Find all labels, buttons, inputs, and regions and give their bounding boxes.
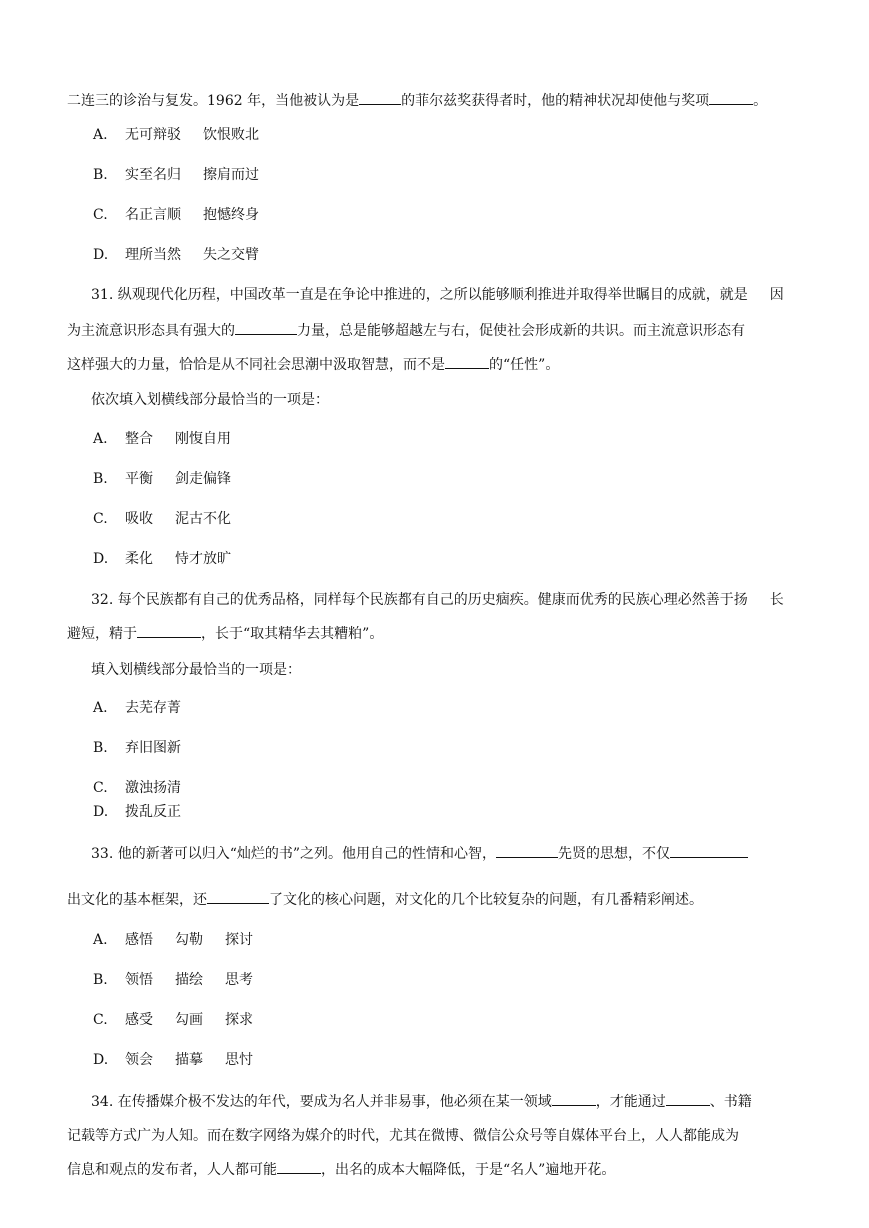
option-word: 无可辩驳 <box>125 127 181 143</box>
q31-option-c <box>93 509 253 529</box>
fill-blank <box>552 1091 596 1106</box>
fill-blank <box>709 90 753 105</box>
q34-stem-line-1 <box>91 1091 752 1112</box>
fill-blank <box>235 320 297 335</box>
option-word: 恃才放旷 <box>175 551 231 567</box>
q33-option-d <box>93 1050 275 1070</box>
option-word: 激浊扬清 <box>125 780 181 796</box>
text: 二连三的诊治与复发。1962 年，当他被认为是 <box>67 93 360 109</box>
option-word: 拨乱反正 <box>125 804 181 820</box>
text: 。 <box>753 93 768 109</box>
fill-blank <box>445 354 489 369</box>
q30-option-b <box>93 165 281 185</box>
option-word: 失之交臂 <box>203 247 259 263</box>
q31-option-a <box>93 429 253 449</box>
option-word: 饮恨败北 <box>203 127 259 143</box>
fill-blank <box>666 1091 710 1106</box>
text: 这样强大的力量，恰恰是从不同社会思潮中汲取智慧，而不是 <box>67 357 445 373</box>
fill-blank <box>496 843 558 858</box>
q31-stem-line-2 <box>67 320 745 341</box>
text: 34. 在传播媒介极不发达的年代，要成为名人并非易事，他必须在某一领域 <box>91 1094 552 1110</box>
option-word: 刚愎自用 <box>175 431 231 447</box>
q31-option-d <box>93 549 253 569</box>
fill-blank <box>670 843 748 858</box>
text: 的菲尔兹奖获得者时，他的精神状况却使他与奖项 <box>401 93 710 109</box>
option-word: 感受 <box>125 1012 153 1028</box>
text: ，出名的成本大幅降低，于是“名人”遍地开花。 <box>321 1162 616 1178</box>
option-letter: D. <box>93 1052 109 1068</box>
option-word: 感悟 <box>125 932 153 948</box>
q33-stem-line-1 <box>91 843 748 864</box>
option-word: 探讨 <box>225 932 253 948</box>
text: 的“任性”。 <box>489 357 560 373</box>
text: 为主流意识形态具有强大的 <box>67 323 235 339</box>
option-word: 吸收 <box>125 511 153 527</box>
fill-blank <box>359 90 401 105</box>
option-word: 平衡 <box>125 471 153 487</box>
option-word: 思考 <box>225 972 253 988</box>
text: 先贤的思想，不仅 <box>558 846 671 862</box>
option-letter: D. <box>93 247 109 263</box>
text: 信息和观点的发布者，人人都可能 <box>67 1162 277 1178</box>
option-letter: B. <box>93 740 108 756</box>
option-letter: B. <box>93 972 108 988</box>
q30-option-c <box>93 205 281 225</box>
option-letter: B. <box>93 471 108 487</box>
fill-blank <box>137 623 201 638</box>
option-word: 勾画 <box>175 1012 203 1028</box>
option-word: 整合 <box>125 431 153 447</box>
option-word: 描摹 <box>175 1052 203 1068</box>
q33-option-a <box>93 930 275 950</box>
option-word: 泥古不化 <box>175 511 231 527</box>
text: 、书籍 <box>709 1094 752 1110</box>
text: 33. 他的新著可以归入“灿烂的书”之列。他用自己的性情和心智， <box>91 846 497 862</box>
text: 因 <box>769 287 784 303</box>
option-letter: A. <box>93 700 108 716</box>
q30-option-a <box>93 125 281 145</box>
option-word: 思忖 <box>225 1052 253 1068</box>
text: 出文化的基本框架，还 <box>67 892 207 908</box>
option-letter: B. <box>93 167 108 183</box>
q32-option-b <box>93 738 203 758</box>
option-letter: C. <box>93 1012 108 1028</box>
text: 31. 纵观现代化历程，中国改革一直是在争论中推进的，之所以能够顺利推进并取得举世瞩目的成就，就是 <box>91 287 748 303</box>
q34-stem-line-3 <box>67 1159 615 1180</box>
text: 力量，总是能够超越左与右，促使社会形成新的共识。而主流意识形态有 <box>297 323 745 339</box>
option-word: 领会 <box>125 1052 153 1068</box>
text: 避短，精于 <box>67 626 137 642</box>
q32-option-d <box>93 802 203 822</box>
q32-stem-line-2 <box>67 623 383 644</box>
text: 32. 每个民族都有自己的优秀品格，同样每个民族都有自己的历史痼疾。健康而优秀的民族心理必然善于扬 <box>91 592 748 608</box>
option-word: 去芜存菁 <box>125 700 181 716</box>
q31-stem-line-3 <box>67 354 559 375</box>
q31-stem-line-1 <box>91 285 784 305</box>
q34-stem-line-2: 记载等方式广为人知。而在数字网络为媒介的时代，尤其在微博、微信公众号等自媒体平台上，人人都能成为 <box>67 1128 739 1144</box>
option-letter: A. <box>93 932 108 948</box>
q33-option-b <box>93 970 275 990</box>
fill-blank <box>207 889 269 904</box>
option-word: 实至名归 <box>125 167 181 183</box>
q31-prompt: 依次填入划横线部分最恰当的一项是： <box>91 392 329 408</box>
q32-option-a <box>93 698 203 718</box>
option-letter: D. <box>93 551 109 567</box>
option-letter: C. <box>93 511 108 527</box>
q32-option-c <box>93 778 203 798</box>
option-word: 理所当然 <box>125 247 181 263</box>
option-word: 柔化 <box>125 551 153 567</box>
option-letter: C. <box>93 207 108 223</box>
option-word: 领悟 <box>125 972 153 988</box>
option-word: 探求 <box>225 1012 253 1028</box>
option-word: 擦肩而过 <box>203 167 259 183</box>
option-word: 弃旧图新 <box>125 740 181 756</box>
fill-blank <box>277 1159 321 1174</box>
option-word: 勾勒 <box>175 932 203 948</box>
option-letter: A. <box>93 127 108 143</box>
q30-stem-line <box>67 90 767 111</box>
q32-prompt: 填入划横线部分最恰当的一项是： <box>91 662 301 678</box>
q30-option-d <box>93 245 281 265</box>
q32-stem-line-1 <box>91 590 784 610</box>
option-letter: A. <box>93 431 108 447</box>
q33-stem-line-2 <box>67 889 703 910</box>
text: ，才能通过 <box>595 1094 666 1110</box>
option-word: 名正言顺 <box>125 207 181 223</box>
q33-option-c <box>93 1010 275 1030</box>
option-word: 描绘 <box>175 972 203 988</box>
text: 了文化的核心问题，对文化的几个比较复杂的问题，有几番精彩阐述。 <box>269 892 703 908</box>
option-letter: C. <box>93 780 108 796</box>
text: 长 <box>769 592 784 608</box>
option-word: 剑走偏锋 <box>175 471 231 487</box>
text: ，长于“取其精华去其糟粕”。 <box>201 626 384 642</box>
option-letter: D. <box>93 804 109 820</box>
q31-option-b <box>93 469 253 489</box>
option-word: 抱憾终身 <box>203 207 259 223</box>
